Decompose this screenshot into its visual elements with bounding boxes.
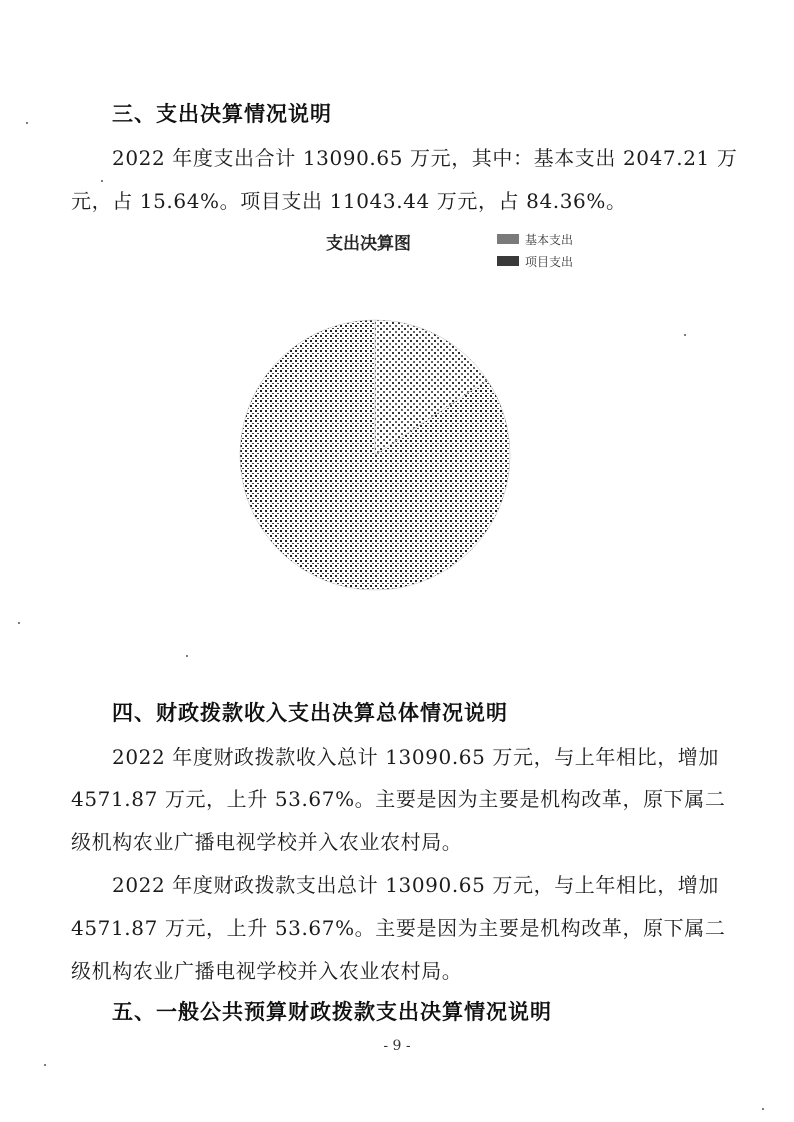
scan-speck [684, 334, 686, 336]
scan-speck [762, 1108, 764, 1110]
scan-speck [26, 122, 28, 124]
expenditure-pie-chart [230, 310, 520, 600]
section-4-para2-line-3: 级机构农业广播电视学校并入农业农村局。 [71, 959, 463, 983]
section-5-heading: 五、一般公共预算财政拨款支出决算情况说明 [112, 1000, 552, 1024]
legend-item-project [497, 250, 573, 272]
page-number: - 9 - [383, 1038, 411, 1054]
section-4-para1-line-2: 4571.87 万元，上升 53.67%。主要是因为主要是机构改革，原下属二 [71, 787, 726, 811]
section-4-para2-line-2: 4571.87 万元，上升 53.67%。主要是因为主要是机构改革，原下属二 [71, 916, 726, 940]
legend-item-basic [497, 228, 573, 250]
section-4-heading: 四、财政拨款收入支出决算总体情况说明 [112, 701, 508, 725]
chart-title: 支出决算图 [326, 234, 411, 254]
legend-label-basic: 基本支出 [525, 232, 574, 247]
section-4-para1-line-3: 级机构农业广播电视学校并入农业农村局。 [71, 830, 463, 854]
section-4-para2-line-1: 2022 年度财政拨款支出总计 13090.65 万元，与上年相比，增加 [112, 873, 719, 897]
scan-speck [44, 1064, 46, 1066]
scan-speck [18, 622, 20, 624]
section-3-paragraph-line-2: 元，占 15.64%。项目支出 11043.44 万元，占 84.36%。 [71, 189, 627, 213]
section-3-heading: 三、支出决算情况说明 [112, 102, 332, 126]
legend-swatch-basic [497, 234, 519, 244]
legend-label-project: 项目支出 [525, 254, 574, 269]
scan-speck [101, 180, 103, 182]
scan-speck [186, 655, 188, 657]
section-3-paragraph-line-1: 2022 年度支出合计 13090.65 万元，其中：基本支出 2047.21 万 [112, 146, 738, 170]
section-4-para1-line-1: 2022 年度财政拨款收入总计 13090.65 万元，与上年相比，增加 [112, 745, 719, 769]
legend-swatch-project [497, 256, 519, 266]
chart-legend [497, 228, 573, 272]
